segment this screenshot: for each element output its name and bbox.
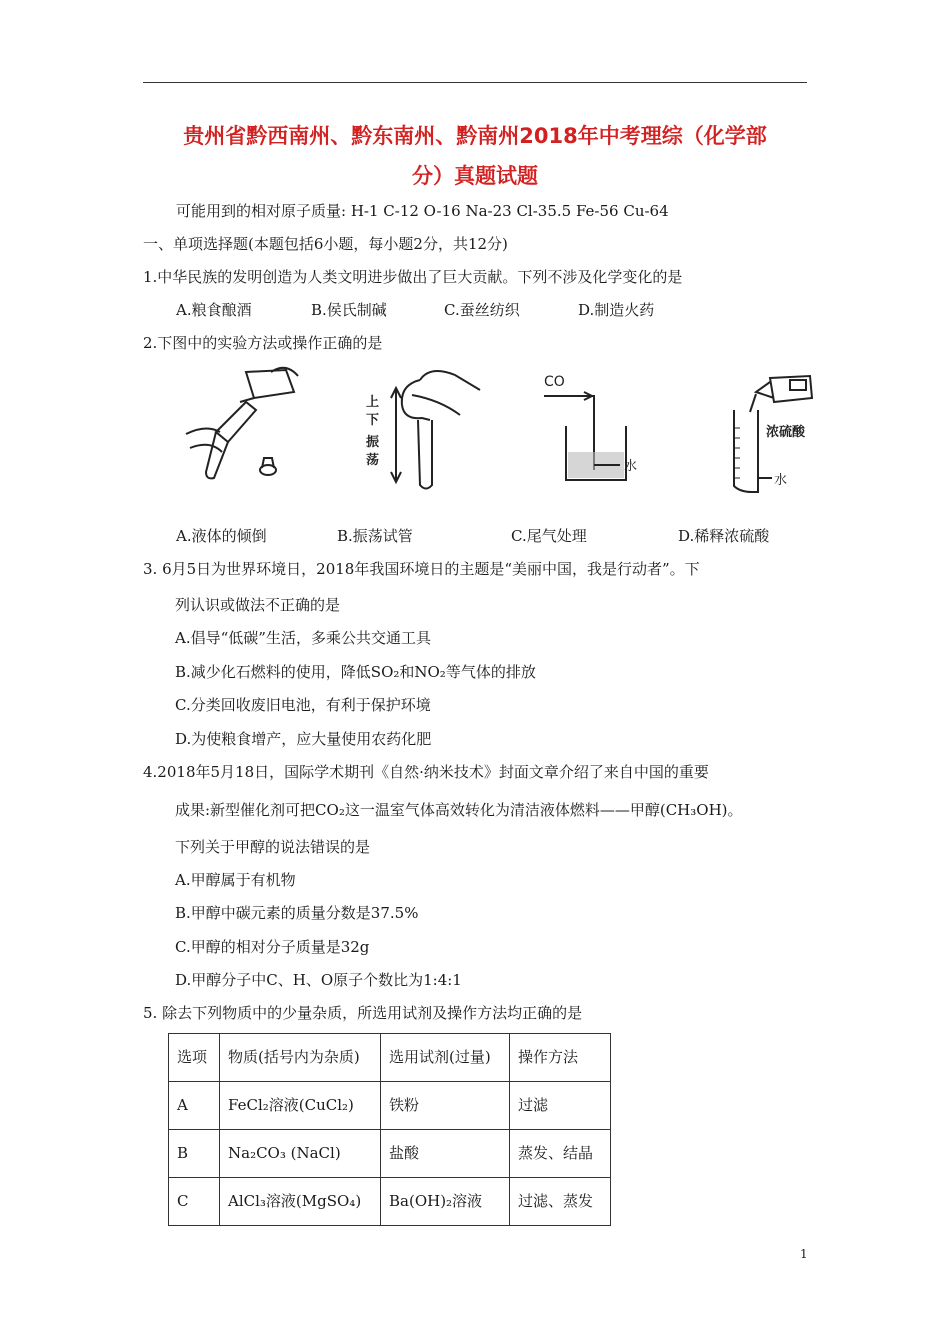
q3-stem-line2: 列认识或做法不正确的是 [175,596,341,614]
q2-option-a: A.液体的倾倒 [176,527,267,545]
table-cell: 铁粉 [381,1082,510,1130]
q4-option-a: A.甲醇属于有机物 [175,871,296,889]
q4-option-b: B.甲醇中碳元素的质量分数是37.5% [175,904,419,922]
q4-stem-line3: 下列关于甲醇的说法错误的是 [175,838,371,856]
q3-option-a: A.倡导“低碳”生活，多乘公共交通工具 [175,629,431,647]
figure-dilute-acid [720,368,840,498]
q4-option-c: C.甲醇的相对分子质量是32g [175,938,370,956]
table-header-row [169,1034,611,1082]
table-cell: 过滤 [510,1082,611,1130]
q4-option-d: D.甲醇分子中C、H、O原子个数比为1:4:1 [175,971,462,989]
table-header-cell: 物质(括号内为杂质) [220,1034,381,1082]
table-cell: A [169,1082,220,1130]
q1-option-c: C.蚕丝纺织 [444,301,520,319]
q4-stem-line2: 成果:新型催化剂可把CO₂这一温室气体高效转化为清洁液体燃料——甲醇(CH₃OH)。 [175,801,743,819]
co-label: CO [544,374,565,390]
table-cell: FeCl₂溶液(CuCl₂) [220,1082,381,1130]
q2-option-d: D.稀释浓硫酸 [678,527,770,545]
q1-stem: 1.中华民族的发明创造为人类文明进步做出了巨大贡献。下列不涉及化学变化的是 [143,268,683,286]
shake-label-2: 下 [366,413,380,428]
shake-label-4: 荡 [366,453,380,468]
q3-option-c: C.分类回收废旧电池，有利于保护环境 [175,696,431,714]
water-label-c: 水 [624,459,638,474]
q1-option-a: A.粮食酿酒 [176,301,252,319]
q3-option-d: D.为使粮食增产，应大量使用农药化肥 [175,730,432,748]
page-title-line1: 贵州省黔西南州、黔东南州、黔南州2018年中考理综（化学部 [183,124,767,148]
table-header-cell: 选用试剂(过量) [381,1034,510,1082]
figure-tail-gas [540,370,670,490]
page-title-line2: 分）真题试题 [412,164,538,188]
table-cell: AlCl₃溶液(MgSO₄) [220,1178,381,1226]
q1-option-d: D.制造火药 [578,301,655,319]
shake-label-3: 振 [366,435,380,450]
table-cell: Ba(OH)₂溶液 [381,1178,510,1226]
table-cell: 蒸发、结晶 [510,1130,611,1178]
table-row [169,1178,611,1226]
section-heading: 一、单项选择题(本题包括6小题，每小题2分，共12分) [143,235,508,253]
table-cell: C [169,1178,220,1226]
q5-table [168,1033,611,1226]
shake-label-1: 上 [366,395,380,410]
table-cell: B [169,1130,220,1178]
table-header-cell: 选项 [169,1034,220,1082]
q3-option-b: B.减少化石燃料的使用，降低SO₂和NO₂等气体的排放 [175,663,536,681]
table-row [169,1082,611,1130]
figure-liquid-pouring [176,362,306,492]
water-label-d: 水 [774,473,788,488]
top-rule [143,82,807,83]
table-cell: 盐酸 [381,1130,510,1178]
q4-stem-line1: 4.2018年5月18日，国际学术期刊《自然·纳米技术》封面文章介绍了来自中国的重要 [143,763,709,781]
q2-stem: 2.下图中的实验方法或操作正确的是 [143,334,383,352]
table-cell: Na₂CO₃ (NaCl) [220,1130,381,1178]
table-cell: 过滤、蒸发 [510,1178,611,1226]
table-row [169,1130,611,1178]
figure-shaking-tube [360,360,490,500]
acid-label: 浓硫酸 [766,425,806,440]
q2-option-b: B.振荡试管 [337,527,413,545]
q5-stem: 5. 除去下列物质中的少量杂质，所选用试剂及操作方法均正确的是 [143,1004,583,1022]
atomic-masses: 可能用到的相对原子质量: H-1 C-12 O-16 Na-23 Cl-35.5 Fe-56 Cu-64 [176,202,669,220]
page-number: 1 [800,1247,808,1261]
table-header-cell: 操作方法 [510,1034,611,1082]
q1-option-b: B.侯氏制碱 [311,301,387,319]
q2-option-c: C.尾气处理 [511,527,587,545]
q3-stem-line1: 3. 6月5日为世界环境日，2018年我国环境日的主题是“美丽中国，我是行动者”。下 [143,560,700,578]
